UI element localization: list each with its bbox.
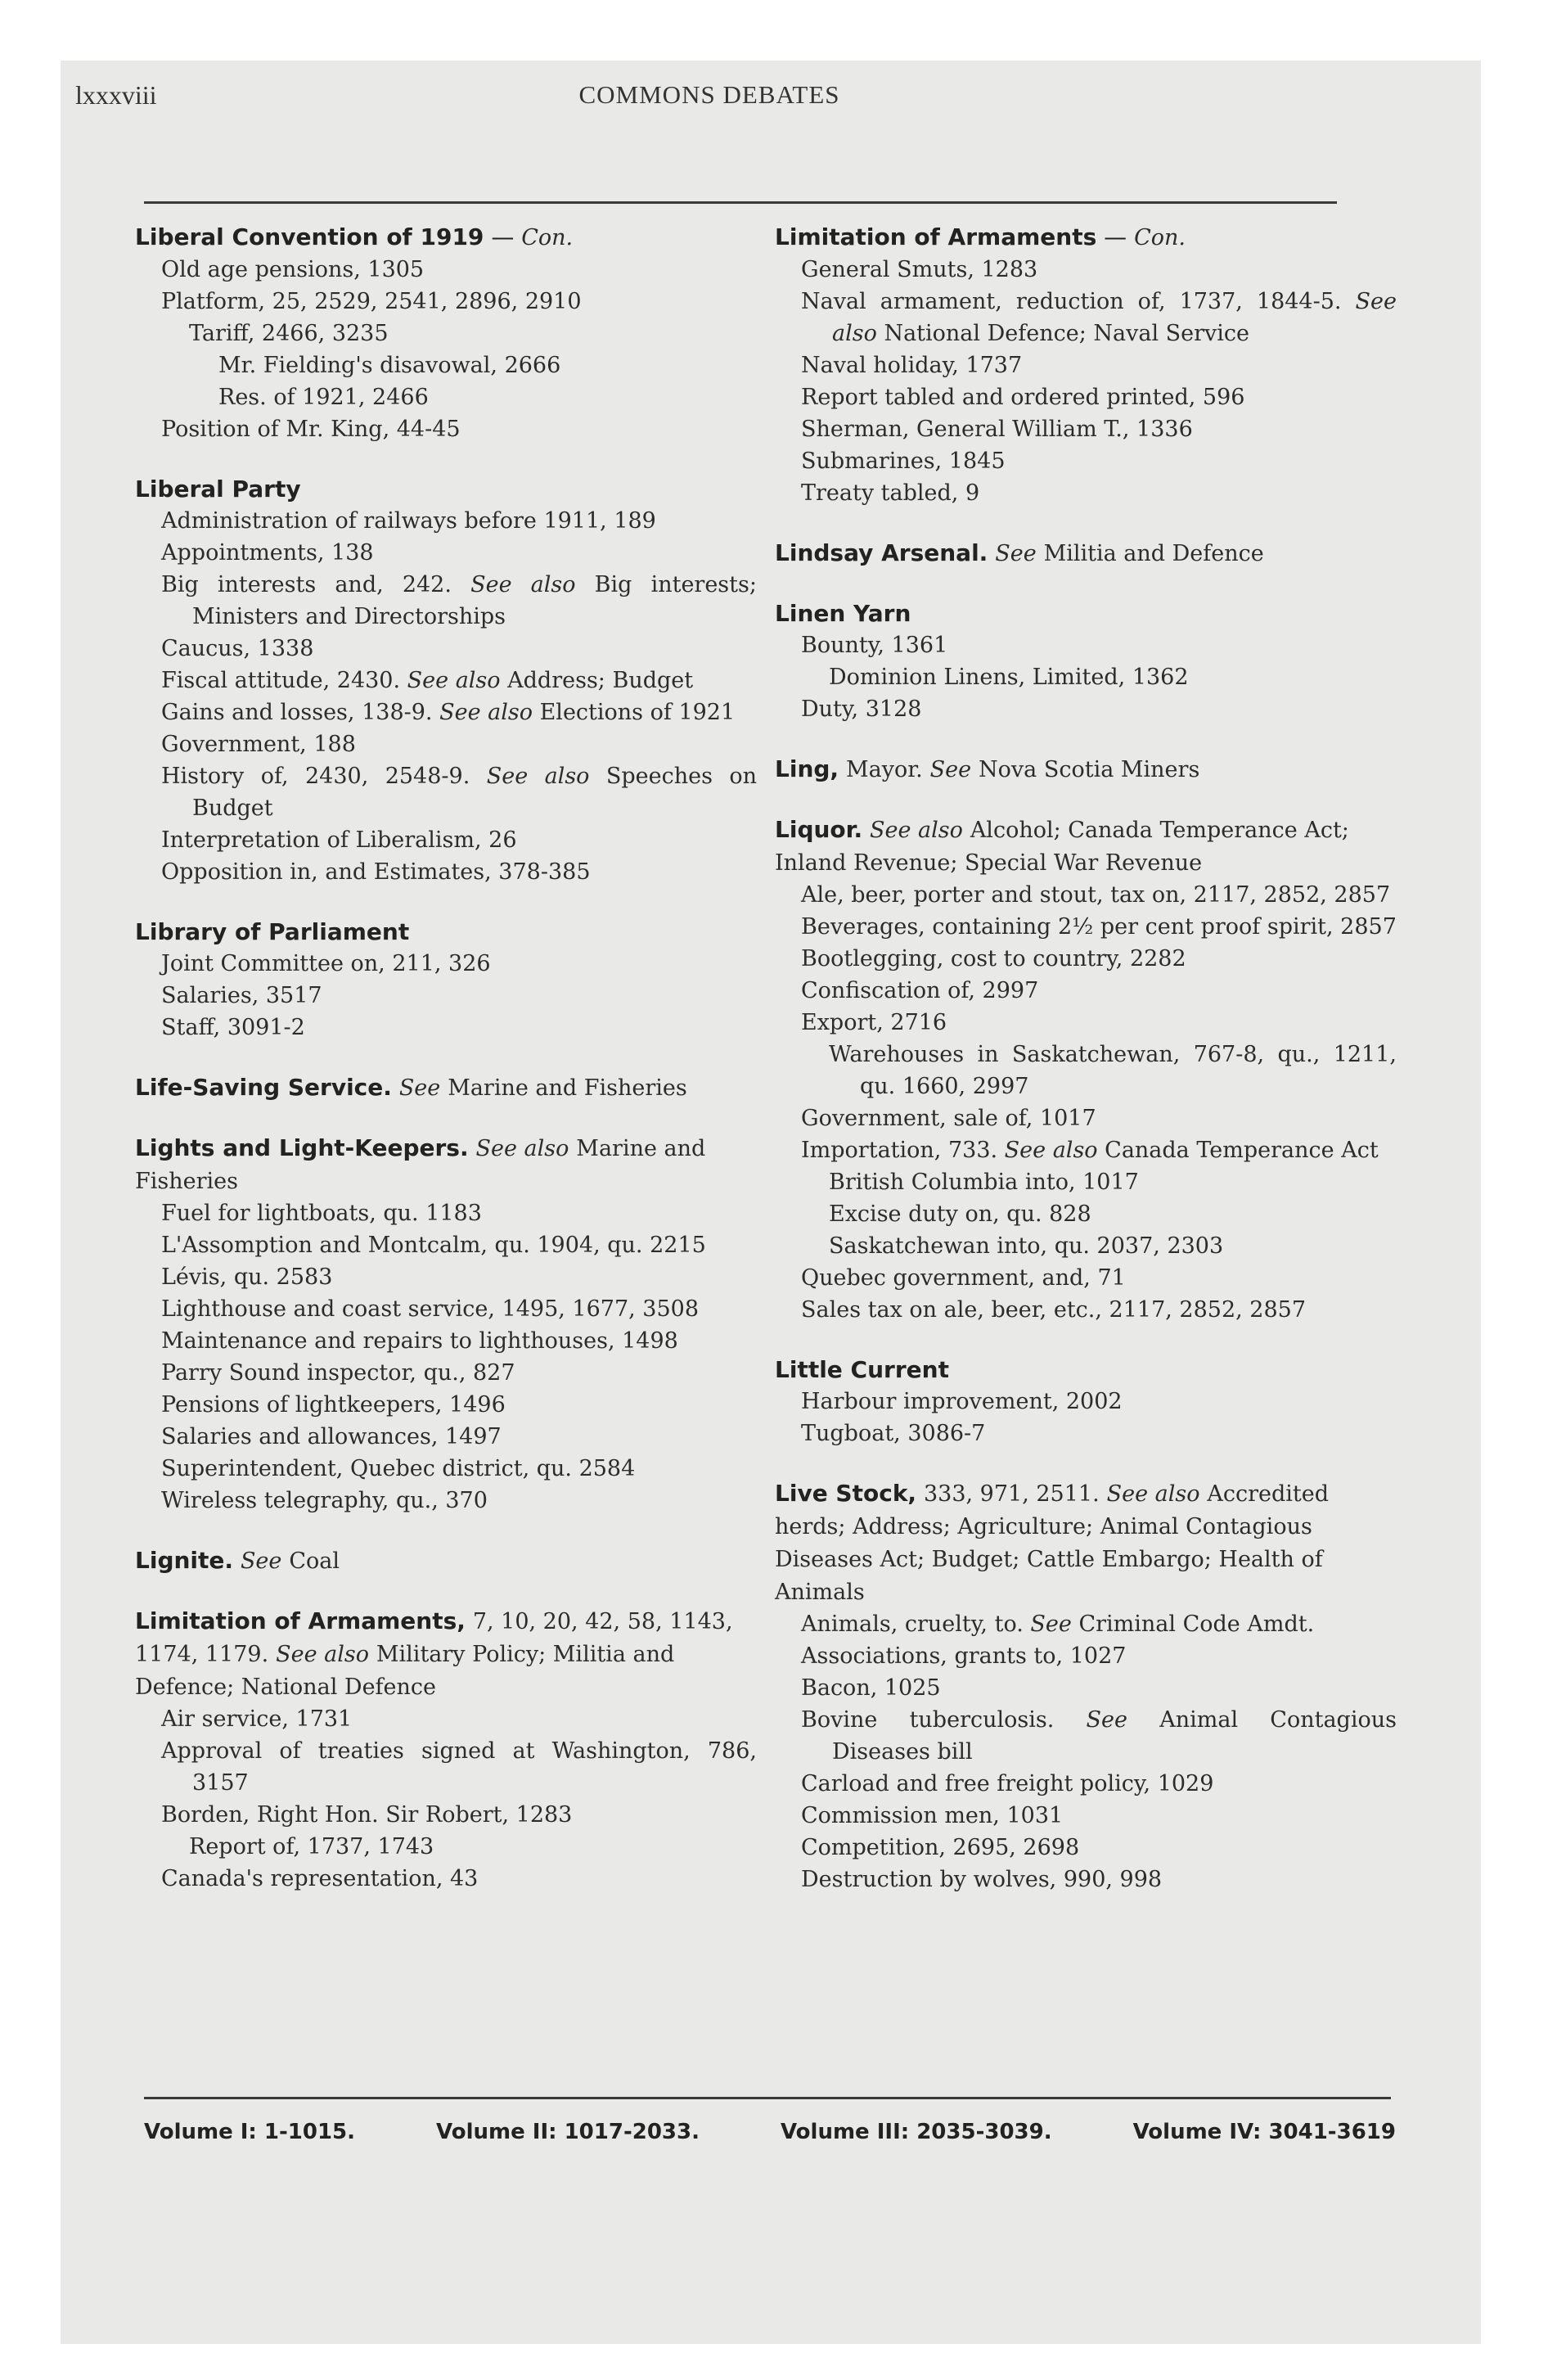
entry-heading <box>135 916 757 948</box>
entry-heading <box>775 1477 1397 1608</box>
subentry-text: Superintendent, Quebec district, qu. 2584 <box>161 1456 636 1481</box>
subentry-text: British Columbia into, 1017 <box>829 1170 1139 1195</box>
subentry-text: Animals, cruelty, to. <box>801 1611 1024 1637</box>
subentry-text: Report tabled and ordered printed, 596 <box>801 385 1245 410</box>
subentry <box>135 1389 757 1421</box>
subentry <box>775 381 1397 413</box>
entry-references: Military Policy; Militia and Defence; National Defence <box>135 1642 675 1700</box>
subentry-text: Approval of treaties signed at Washington, 786, 3157 <box>161 1738 757 1796</box>
subentry <box>775 1672 1397 1704</box>
subentry-text: Sales tax on ale, beer, etc., 2117, 2852, 2857 <box>801 1297 1307 1323</box>
subentry-text: Parry Sound inspector, qu., 827 <box>161 1360 515 1386</box>
subentry <box>775 1134 1397 1166</box>
subentry <box>775 1166 1397 1198</box>
see-reference: See also <box>276 1642 369 1667</box>
subentry <box>135 318 757 349</box>
running-title: COMMONS DEBATES <box>578 80 840 109</box>
subentry <box>775 629 1397 661</box>
subentry <box>775 477 1397 509</box>
right-column <box>775 221 1397 1923</box>
subentry-text: Bacon, 1025 <box>801 1675 941 1701</box>
entry-references: Nova Scotia Miners <box>979 757 1200 782</box>
volume-1-range: Volume I: 1-1015. <box>144 2120 356 2144</box>
subentry-text: Res. of 1921, 2466 <box>218 385 429 410</box>
subentry <box>135 1325 757 1357</box>
subentry-text: Big interests and, 242. <box>161 572 452 597</box>
subentry <box>135 1863 757 1895</box>
entry-heading <box>775 814 1397 879</box>
subentry <box>775 661 1397 693</box>
subentry <box>135 1703 757 1735</box>
subentry <box>135 696 757 728</box>
subentry-text: Wireless telegraphy, qu., 370 <box>161 1488 488 1513</box>
subentry-text: Appointments, 138 <box>161 540 374 566</box>
entry-term: Liberal Party <box>135 476 301 503</box>
subentry <box>135 1453 757 1485</box>
subentry-text: Ale, beer, porter and stout, tax on, 2117, 2852, 2857 <box>801 882 1391 908</box>
entry-heading <box>135 473 757 505</box>
volume-2-range: Volume II: 1017-2033. <box>436 2120 700 2144</box>
subentry-text: Confiscation of, 2997 <box>801 978 1039 1003</box>
index-entry <box>135 1071 757 1104</box>
subentry-text: Administration of railways before 1911, 189 <box>161 508 656 534</box>
see-target: Criminal Code Amdt. <box>1078 1611 1315 1637</box>
subentry <box>775 1294 1397 1326</box>
see-target: Address; Budget <box>507 668 694 693</box>
subentry <box>775 1262 1397 1294</box>
subentry-text: Saskatchewan into, qu. 2037, 2303 <box>829 1233 1224 1259</box>
subentry <box>775 943 1397 975</box>
subentry-text: Gains and losses, 138-9. <box>161 700 433 725</box>
subentry-text: Position of Mr. King, 44-45 <box>161 417 461 442</box>
subentry <box>775 1102 1397 1134</box>
entry-heading <box>775 537 1397 570</box>
volume-ranges <box>144 2112 1396 2152</box>
see-reference: See also <box>439 700 533 725</box>
entry-references: Accredited herds; Address; Agriculture; Animal Contagious Diseases Act; Budget; Cattle Embargo; Health of Animals <box>775 1481 1330 1605</box>
subentry <box>135 286 757 318</box>
entry-heading <box>135 1605 757 1703</box>
subentry <box>775 1039 1397 1102</box>
entry-term: Life-Saving Service. <box>135 1074 392 1101</box>
subentry-text: Fuel for lightboats, qu. 1183 <box>161 1201 482 1226</box>
entry-references: Marine and Fisheries <box>448 1075 687 1101</box>
subentry <box>135 569 757 633</box>
entry-heading <box>775 1354 1397 1386</box>
subentry-text: Naval holiday, 1737 <box>801 353 1023 378</box>
subentry <box>775 1768 1397 1800</box>
entry-references: Alcohol; Canada Temperance Act; Inland Revenue; Special War Revenue <box>775 818 1349 876</box>
see-target: Animal Contagious Diseases bill <box>832 1707 1397 1765</box>
entry-term: Liberal Convention of 1919 <box>135 223 484 250</box>
see-reference: See <box>1086 1707 1127 1733</box>
entry-term: Linen Yarn <box>775 600 911 627</box>
index-entry <box>775 597 1397 725</box>
entry-term: Ling, <box>775 755 839 782</box>
see-target: Speeches on Budget <box>192 764 757 821</box>
subentry-text: Joint Committee on, 211, 326 <box>161 951 491 976</box>
index-entry <box>775 221 1397 509</box>
index-entry <box>775 537 1397 570</box>
see-target: Big interests; Ministers and Directorships <box>192 572 757 629</box>
subentry <box>775 1230 1397 1262</box>
subentry <box>135 1229 757 1261</box>
subentry-text: Staff, 3091-2 <box>161 1015 305 1040</box>
index-entry <box>135 1132 757 1517</box>
subentry-text: Platform, 25, 2529, 2541, 2896, 2910 <box>161 289 582 314</box>
subentry-text: Report of, 1737, 1743 <box>189 1834 434 1859</box>
subentry-text: History of, 2430, 2548-9. <box>161 764 470 789</box>
index-entry <box>135 1605 757 1895</box>
subentry <box>775 1864 1397 1895</box>
subentry <box>135 1357 757 1389</box>
see-reference: See <box>929 757 972 782</box>
see-reference: See also <box>475 1136 569 1161</box>
see-reference: See also <box>870 818 963 843</box>
subentry <box>135 948 757 980</box>
subentry <box>775 1608 1397 1640</box>
subentry-text: Destruction by wolves, 990, 998 <box>801 1867 1163 1892</box>
subentry-text: Harbour improvement, 2002 <box>801 1389 1123 1414</box>
subentry <box>775 1800 1397 1832</box>
see-reference: See <box>995 541 1037 566</box>
subentry <box>135 537 757 569</box>
subentry <box>135 1197 757 1229</box>
entry-heading <box>775 597 1397 629</box>
subentry-text: Bovine tuberculosis. <box>801 1707 1055 1733</box>
subentry <box>135 1293 757 1325</box>
subentry-text: Salaries, 3517 <box>161 983 322 1008</box>
see-target: Elections of 1921 <box>539 700 736 725</box>
subentry-text: Salaries and allowances, 1497 <box>161 1424 502 1449</box>
subentry-text: Bootlegging, cost to country, 2282 <box>801 946 1186 971</box>
subentry <box>135 665 757 696</box>
subentry-text: Warehouses in Saskatchewan, 767-8, qu., 1211, qu. 1660, 2997 <box>829 1042 1397 1099</box>
index-entry <box>775 1354 1397 1449</box>
header-rule <box>144 201 1337 204</box>
subentry <box>135 381 757 413</box>
subentry-text: Pensions of lightkeepers, 1496 <box>161 1392 506 1418</box>
subentry <box>775 1418 1397 1449</box>
subentry-text: Duty, 3128 <box>801 696 922 722</box>
subentry <box>135 1012 757 1044</box>
subentry <box>135 1735 757 1799</box>
page-number: lxxxviii <box>75 80 157 110</box>
volume-3-range: Volume III: 2035-3039. <box>780 2120 1052 2144</box>
subentry <box>775 349 1397 381</box>
subentry <box>775 286 1397 349</box>
entry-heading: Liberal Convention of 1919 — Con. <box>135 223 574 250</box>
subentry-text: Government, 188 <box>161 732 356 757</box>
subentry-text: Export, 2716 <box>801 1010 947 1035</box>
entry-term: Limitation of Armaments <box>775 223 1097 250</box>
subentry-text: Treaty tabled, 9 <box>801 480 980 506</box>
subentry <box>135 728 757 760</box>
index-entry <box>135 473 757 888</box>
subentry <box>135 633 757 665</box>
subentry <box>135 254 757 286</box>
see-reference: See <box>240 1548 282 1574</box>
entry-references: Mayor. <box>845 757 923 782</box>
see-reference: See also <box>1004 1138 1098 1163</box>
subentry <box>775 1007 1397 1039</box>
subentry-text: Naval armament, reduction of, 1737, 1844-5. <box>801 289 1342 314</box>
subentry <box>135 1831 757 1863</box>
subentry-text: Excise duty on, qu. 828 <box>829 1201 1091 1227</box>
subentry <box>135 856 757 888</box>
index-entry <box>775 1477 1397 1895</box>
subentry <box>775 693 1397 725</box>
subentry-text: Caucus, 1338 <box>161 636 314 661</box>
index-entry <box>775 814 1397 1326</box>
subentry-text: Interpretation of Liberalism, 26 <box>161 827 517 853</box>
subentry <box>775 254 1397 286</box>
see-reference: See also <box>470 572 576 597</box>
entry-term: Liquor. <box>775 816 863 843</box>
subentry <box>135 760 757 824</box>
left-column <box>135 221 757 1922</box>
entry-references: Coal <box>289 1548 340 1574</box>
see-reference: Con. <box>1134 225 1186 250</box>
subentry <box>775 445 1397 477</box>
entry-references: 333, 971, 2511. <box>923 1481 1100 1507</box>
subentry <box>135 1261 757 1293</box>
see-target: Canada Temperance Act <box>1105 1138 1379 1163</box>
page-header <box>75 80 1343 126</box>
index-entry <box>135 1544 757 1577</box>
see-reference: Con. <box>521 225 574 250</box>
subentry-text: Old age pensions, 1305 <box>161 257 425 282</box>
subentry-text: Sherman, General William T., 1336 <box>801 417 1193 442</box>
see-reference: See also <box>407 668 501 693</box>
index-entry <box>135 916 757 1044</box>
subentry-text: Carload and free freight policy, 1029 <box>801 1771 1214 1796</box>
subentry-text: Dominion Linens, Limited, 1362 <box>829 665 1189 690</box>
subentry <box>775 879 1397 911</box>
subentry <box>135 505 757 537</box>
subentry <box>135 824 757 856</box>
subentry <box>775 1386 1397 1418</box>
subentry <box>135 1421 757 1453</box>
subentry-text: Bounty, 1361 <box>801 633 948 658</box>
subentry-text: Tariff, 2466, 3235 <box>189 321 389 346</box>
subentry <box>135 1485 757 1517</box>
entry-references: Marine and Fisheries <box>135 1136 706 1194</box>
subentry-text: Lighthouse and coast service, 1495, 1677, 3508 <box>161 1296 700 1322</box>
subentry-text: Mr. Fielding's disavowal, 2666 <box>218 353 561 378</box>
entry-heading <box>135 1071 757 1104</box>
entry-term: Little Current <box>775 1356 949 1383</box>
volume-4-range: Volume IV: 3041-3619 <box>1132 2120 1396 2144</box>
subentry-text: Tugboat, 3086-7 <box>801 1421 986 1446</box>
subentry-text: Beverages, containing 2½ per cent proof spirit, 2857 <box>801 914 1397 940</box>
entry-term: Lights and Light-Keepers. <box>135 1134 469 1161</box>
see-reference: See <box>398 1075 441 1101</box>
subentry <box>135 1799 757 1831</box>
entry-term: Lignite. <box>135 1547 234 1574</box>
entry-heading <box>135 1544 757 1577</box>
entry-term: Lindsay Arsenal. <box>775 539 988 566</box>
subentry-text: Quebec government, and, 71 <box>801 1265 1126 1291</box>
subentry-text: Submarines, 1845 <box>801 449 1006 474</box>
subentry-text: Associations, grants to, 1027 <box>801 1643 1127 1669</box>
index-entry <box>775 753 1397 786</box>
subentry <box>775 1198 1397 1230</box>
subentry <box>135 349 757 381</box>
entry-heading <box>135 1132 757 1197</box>
subentry <box>135 413 757 445</box>
see-reference: See <box>1030 1611 1072 1637</box>
subentry-text: Opposition in, and Estimates, 378-385 <box>161 859 591 885</box>
subentry-text: Commission men, 1031 <box>801 1803 1064 1828</box>
subentry <box>135 980 757 1012</box>
entry-references: 7, 10, 20, 42, 58, 1143, 1174, 1179. <box>135 1609 733 1667</box>
entry-references: Militia and Defence <box>1043 541 1264 566</box>
subentry-text: Canada's representation, 43 <box>161 1866 479 1891</box>
entry-heading: Limitation of Armaments — Con. <box>775 223 1186 250</box>
subentry-text: Air service, 1731 <box>161 1706 353 1732</box>
footer-rule <box>144 2097 1391 2099</box>
subentry-text: L'Assomption and Montcalm, qu. 1904, qu. 2215 <box>161 1233 706 1258</box>
subentry-text: Lévis, qu. 2583 <box>161 1264 333 1290</box>
subentry-text: General Smuts, 1283 <box>801 257 1038 282</box>
subentry <box>775 1704 1397 1768</box>
see-reference: See also <box>486 764 590 789</box>
see-reference: See also <box>1106 1481 1200 1507</box>
see-target: National Defence; Naval Service <box>884 321 1250 346</box>
subentry-text: Government, sale of, 1017 <box>801 1106 1096 1131</box>
subentry <box>775 975 1397 1007</box>
entry-term: Library of Parliament <box>135 918 410 945</box>
subentry <box>775 1640 1397 1672</box>
subentry-text: Fiscal attitude, 2430. <box>161 668 401 693</box>
see-reference: See also <box>832 289 1397 346</box>
subentry <box>775 1832 1397 1864</box>
subentry-text: Importation, 733. <box>801 1138 998 1163</box>
subentry-text: Competition, 2695, 2698 <box>801 1835 1080 1860</box>
subentry <box>775 911 1397 943</box>
entry-term: Limitation of Armaments, <box>135 1607 466 1634</box>
entry-term: Live Stock, <box>775 1480 917 1507</box>
subentry-text: Maintenance and repairs to lighthouses, 1498 <box>161 1328 678 1354</box>
subentry-text: Borden, Right Hon. Sir Robert, 1283 <box>161 1802 573 1828</box>
entry-heading <box>775 753 1397 786</box>
subentry <box>775 413 1397 445</box>
index-entry <box>135 221 757 445</box>
